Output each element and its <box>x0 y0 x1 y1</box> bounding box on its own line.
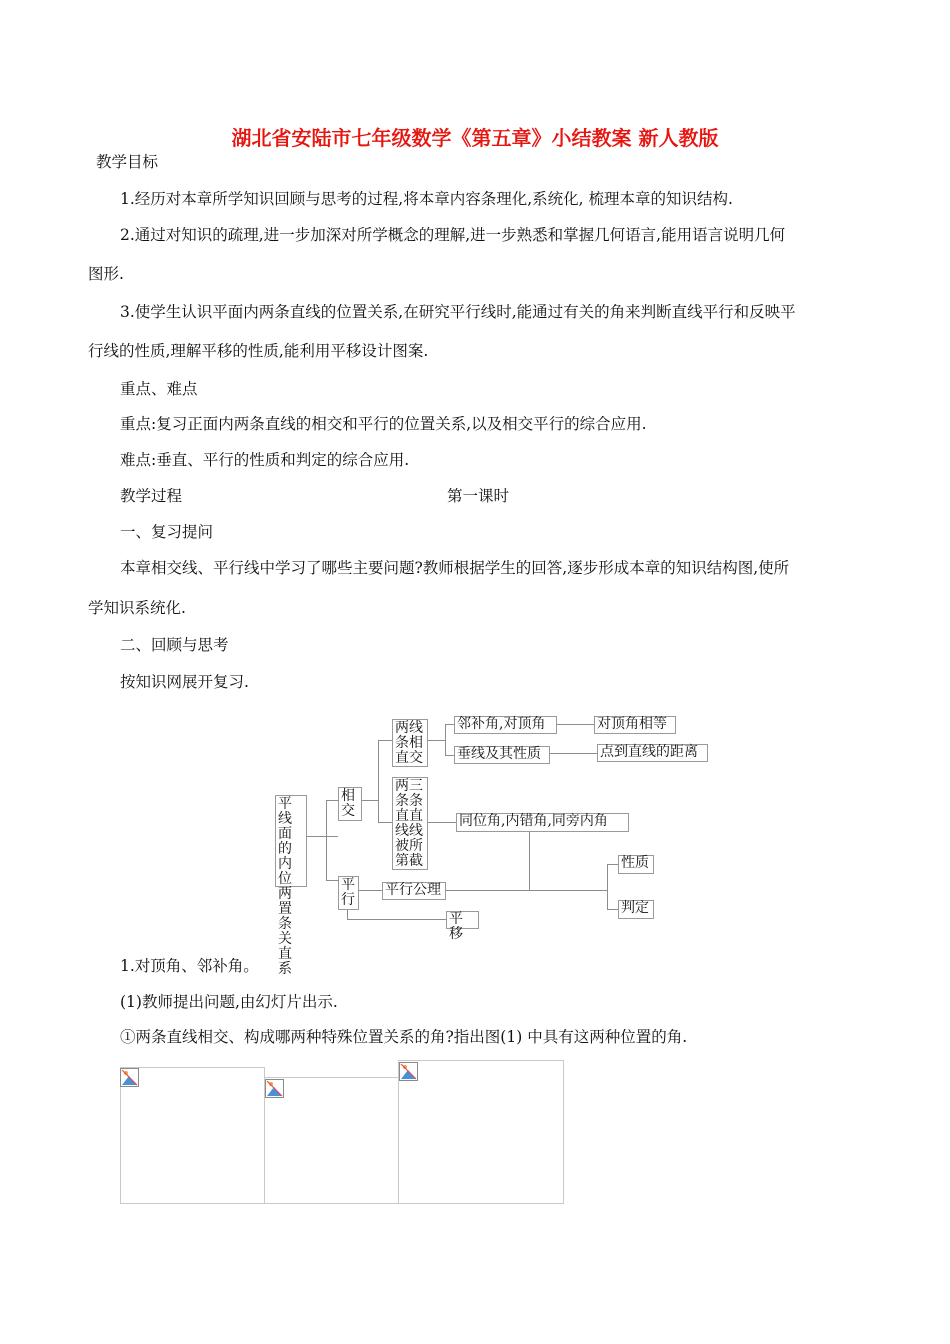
goal-3-line-1: 3.使学生认识平面内两条直线的位置关系,在研究平行线时,能通过有关的角来判断直线平行和反映平 <box>120 303 796 321</box>
part-2-heading: 二、回顾与思考 <box>120 636 229 654</box>
figure-placeholder <box>398 1060 564 1204</box>
connector <box>326 800 327 880</box>
part-1-heading: 一、复习提问 <box>120 523 214 541</box>
difficult-point: 难点:垂直、平行的性质和判定的综合应用. <box>120 451 410 469</box>
diagram-parallel: 平行 <box>338 876 359 910</box>
item-1-question: ①两条直线相交、构成哪两种特殊位置关系的角?指出图(1) 中具有这两种位置的角. <box>120 1028 688 1046</box>
item-1: 1.对顶角、邻补角。 <box>120 957 259 975</box>
broken-image-icon <box>265 1079 284 1098</box>
item-1-sub: (1)教师提出问题,由幻灯片出示. <box>120 993 338 1011</box>
connector <box>427 740 445 741</box>
connector <box>428 822 456 823</box>
goal-2-line-2: 图形. <box>88 265 124 283</box>
connector <box>607 909 618 910</box>
document-title: 湖北省安陆市七年级数学《第五章》小结教案 新人教版 <box>231 126 719 150</box>
goal-1: 1.经历对本章所学知识回顾与思考的过程,将本章内容条理化,系统化, 梳理本章的知识结构. <box>120 190 733 208</box>
lesson-label: 第一课时 <box>447 487 510 505</box>
diagram-translation: 平移 <box>446 911 479 929</box>
broken-image-icon <box>120 1068 139 1087</box>
part-1-text-line-2: 学知识系统化. <box>88 599 186 617</box>
part-1-text-line-1: 本章相交线、平行线中学习了哪些主要问题?教师根据学生的回答,逐步形成本章的知识结构图,使所 <box>120 559 790 577</box>
diagram-properties: 性质 <box>618 855 654 874</box>
connector <box>607 864 618 865</box>
connector <box>445 890 607 891</box>
connector <box>607 864 608 910</box>
figure-placeholder <box>264 1077 399 1204</box>
connector <box>445 724 454 725</box>
connector <box>358 890 382 891</box>
diagram-parallel-axiom: 平行公理 <box>382 882 446 900</box>
broken-image-icon <box>399 1062 418 1081</box>
diagram-root: 平线面的内位两置条关直系 <box>275 795 307 887</box>
connector <box>378 822 392 823</box>
connector <box>445 724 446 755</box>
process-label: 教学过程 <box>120 487 183 505</box>
diagram-intersect: 相交 <box>338 787 362 821</box>
connector <box>326 880 338 881</box>
connector <box>361 800 378 801</box>
diagram-point-distance: 点到直线的距离 <box>597 744 708 762</box>
diagram-vertical-equal: 对顶角相等 <box>594 716 676 734</box>
diagram-adjacent-vertical: 邻补角,对顶角 <box>454 716 557 734</box>
connector <box>378 740 392 741</box>
goal-2-line-1: 2.通过对知识的疏理,进一步加深对所学概念的理解,进一步熟悉和掌握几何语言,能用语言说明几何 <box>120 226 786 244</box>
connector <box>326 800 338 801</box>
key-heading: 重点、难点 <box>120 380 198 398</box>
part-2-text: 按知识网展开复习. <box>120 673 249 691</box>
diagram-three-lines: 两三条条直直线线被所第截 <box>392 777 428 870</box>
connector <box>549 753 597 754</box>
connector <box>306 836 338 837</box>
diagram-angles: 同位角,内错角,同旁内角 <box>456 813 629 832</box>
connector <box>378 740 379 823</box>
figure-placeholder <box>120 1067 265 1204</box>
connector <box>347 919 446 920</box>
connector <box>529 831 530 891</box>
connector <box>445 755 454 756</box>
connector <box>556 724 594 725</box>
section-goals-heading: 教学目标 <box>96 153 159 171</box>
diagram-two-lines-intersect: 两线条相直交 <box>392 719 428 767</box>
goal-3-line-2: 行线的性质,理解平移的性质,能利用平移设计图案. <box>88 342 429 360</box>
diagram-criteria: 判定 <box>618 900 654 919</box>
diagram-perpendicular: 垂线及其性质 <box>454 746 550 764</box>
key-point: 重点:复习正面内两条直线的相交和平行的位置关系,以及相交平行的综合应用. <box>120 415 647 433</box>
